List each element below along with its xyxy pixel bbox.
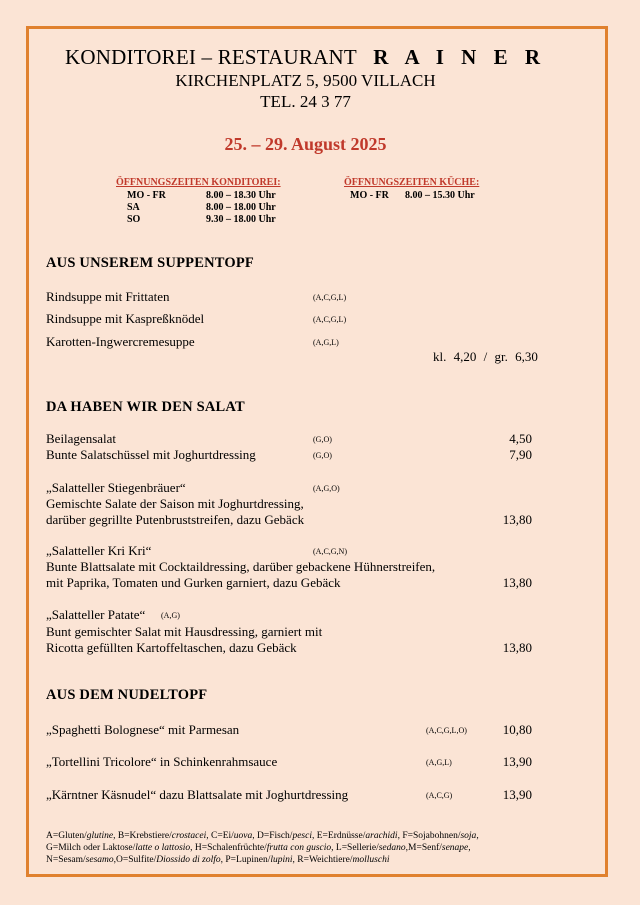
salad-plate-desc: Bunte Blattsalate mit Cocktaildressing, darüber gebackene Hühnerstreifen, [46,559,436,574]
restaurant-name [0,45,611,70]
salad-item-allergens: (G,O) [313,451,332,460]
address: KIRCHENPLATZ 5, 9500 VILLACH [175,71,436,90]
salad-item-price: 4,50 [509,431,532,446]
salad-item-name: Beilagensalat [46,431,117,446]
allergen-legend-line: G=Milch oder Laktose/latte o lattosio, H=Schalenfrüchte/frutta con guscio, L=Sellerie/sedano,M=Senf/senape, [46,843,471,853]
pasta-item-allergens: (A,C,G,L,O) [426,726,467,735]
restaurant-name-prefix: KONDITOREI – RESTAURANT [65,45,357,69]
hours-konditorei-time: 8.00 – 18.30 Uhr [206,190,276,201]
salad-plate-allergens: (A,G,O) [313,484,340,493]
pasta-item-allergens: (A,C,G) [426,791,453,800]
pasta-item-price: 13,90 [502,787,532,802]
hours-konditorei-time: 8.00 – 18.00 Uhr [206,202,276,213]
hours-konditorei-title: ÖFFNUNGSZEITEN KONDITOREI: [116,177,281,188]
salad-plate-allergens: (A,C,G,N) [313,547,347,556]
pasta-item-price: 10,80 [502,722,532,737]
hours-konditorei-day: SA [127,202,140,213]
pasta-item-name: „Kärntner Käsnudel“ dazu Blattsalate mit Joghurtdressing [46,787,349,802]
section-title-pasta: AUS DEM NUDELTOPF [46,687,208,703]
allergen-legend [46,830,479,866]
salad-item-price: 7,90 [509,447,532,462]
soup-item-name: Karotten-Ingwercremesuppe [46,334,195,349]
salad-item-allergens: (G,O) [313,435,332,444]
hours-kueche-time: 8.00 – 15.30 Uhr [405,190,475,201]
soup-item-allergens: (A,G,L) [313,338,339,347]
hours-kueche-day: MO - FR [350,190,389,201]
soup-item-allergens: (A,C,G,L) [313,293,347,302]
section-title-salad: DA HABEN WIR DEN SALAT [46,399,245,415]
salad-plate-desc: Ricotta gefüllten Kartoffeltaschen, dazu Gebäck [46,640,297,655]
soup-item-name: Rindsuppe mit Kaspreßknödel [46,311,205,326]
pasta-item-name: „Spaghetti Bolognese“ mit Parmesan [46,722,240,737]
salad-plate-price: 13,80 [502,640,532,655]
salad-plate-title: „Salatteller Stiegenbräuer“ [46,480,186,495]
salad-plate-allergens: (A,G) [161,611,180,620]
hours-konditorei-day: SO [127,214,141,225]
pasta-item-name: „Tortellini Tricolore“ in Schinkenrahmsauce [46,754,278,769]
soup-item-allergens: (A,C,G,L) [313,315,347,324]
allergen-legend-line: N=Sesam/sesamo,O=Sulfite/Diossido di zolfo, P=Lupinen/lupini, R=Weichtiere/molluschi [46,855,390,865]
hours-konditorei-time: 9.30 – 18.00 Uhr [206,214,276,225]
section-title-soup: AUS UNSEREM SUPPENTOPF [46,255,254,271]
salad-item-name: Bunte Salatschüssel mit Joghurtdressing [46,447,256,462]
salad-plate-price: 13,80 [502,512,532,527]
salad-plate-desc: Bunt gemischter Salat mit Hausdressing, garniert mit [46,624,323,639]
restaurant-brand: R A I N E R [373,45,546,69]
salad-plate-desc: darüber gegrillte Putenbruststreifen, dazu Gebäck [46,512,305,527]
salad-plate-title: „Salatteller Kri Kri“ [46,543,152,558]
hours-konditorei-day: MO - FR [127,190,166,201]
salad-plate-title: „Salatteller Patate“ [46,607,146,622]
pasta-item-price: 13,90 [502,754,532,769]
soup-price-line: kl. 4,20 / gr. 6,30 [433,349,538,364]
pasta-item-allergens: (A,G,L) [426,758,452,767]
allergen-legend-line: A=Gluten/glutine, B=Krebstiere/crostacei, C=Ei/uova, D=Fisch/pesci, E=Erdnüsse/arachidi, F=Sojabohnen/soja, [46,831,479,841]
salad-plate-desc: mit Paprika, Tomaten und Gurken garniert, dazu Gebäck [46,575,341,590]
soup-item-name: Rindsuppe mit Frittaten [46,289,170,304]
hours-kueche-title: ÖFFNUNGSZEITEN KÜCHE: [344,177,480,188]
salad-plate-price: 13,80 [502,575,532,590]
salad-plate-desc: Gemischte Salate der Saison mit Joghurtdressing, [46,496,304,511]
date-range: 25. – 29. August 2025 [224,134,387,154]
phone: TEL. 24 3 77 [260,92,351,111]
